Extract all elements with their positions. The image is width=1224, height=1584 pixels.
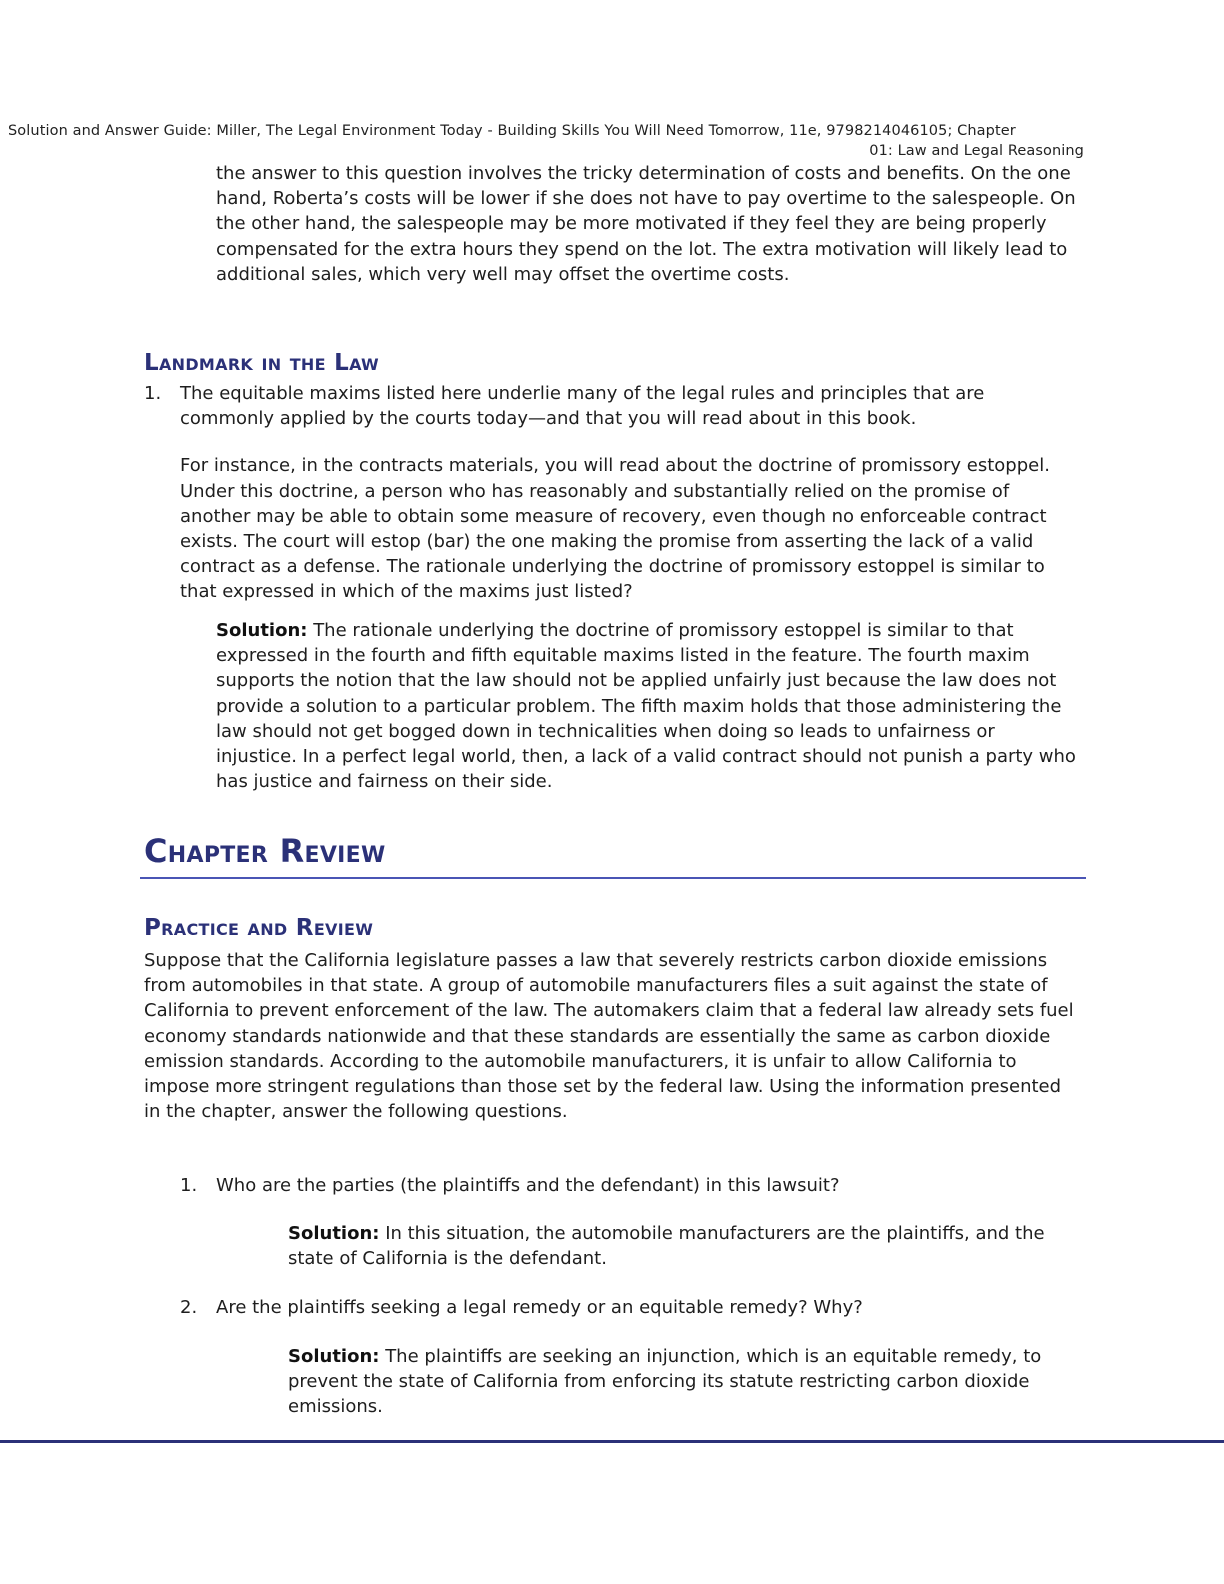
practice-item-2-solution-text: The plaintiffs are seeking an injunction, which is an equitable remedy, to prevent the state of California from enforcing its statute restricting carbon dioxide emissions.: [288, 1346, 1042, 1418]
practice-item-1-number: 1.: [180, 1175, 198, 1196]
practice-item-1-solution-text: In this situation, the automobile manufacturers are the plaintiffs, and the state of California is the defendant.: [288, 1223, 1045, 1270]
continuation-paragraph: the answer to this question involves the tricky determination of costs and benefits. On the one hand, Roberta’s costs will be lower if she does not have to pay overtime to the salespeople. On the other hand, the salespeople may be more motivated if they feel they are being properly compensated for the extra hours they spend on the lot. The extra motivation will likely lead to additional sales, which very well may offset the overtime costs.: [216, 163, 1076, 285]
chapter-review-rule: [140, 877, 1086, 879]
practice-item-1: [180, 1173, 1080, 1199]
practice-item-1-question: Who are the parties (the plaintiffs and the defendant) in this lawsuit?: [216, 1175, 840, 1196]
solution-label: Solution:: [288, 1346, 380, 1367]
footer-rule: [0, 1440, 1224, 1443]
running-header: [8, 121, 1084, 161]
running-header-line1: Solution and Answer Guide: Miller, The Legal Environment Today - Building Skills You Will Need Tomorrow, 11e, 9798214046105; Chapter: [8, 123, 1016, 139]
landmark-heading: Landmark in the Law: [144, 350, 380, 376]
practice-item-2-question: Are the plaintiffs seeking a legal remedy or an equitable remedy? Why?: [216, 1297, 863, 1318]
running-header-line2: 01: Law and Legal Reasoning: [869, 143, 1084, 159]
practice-item-2-number: 2.: [180, 1297, 198, 1318]
practice-heading: Practice and Review: [144, 915, 374, 941]
practice-item-2: [180, 1295, 1080, 1321]
chapter-review-heading: Chapter Review: [144, 832, 386, 870]
landmark-question-p2: For instance, in the contracts materials, you will read about the doctrine of promissory estoppel. Under this doctrine, a person who has reasonably and substantially relied on the promise of another may be able to obtain some measure of recovery, even though no enforceable contract exists. The court will estop (bar) the one making the promise from asserting the lack of a valid contract as a defense. The rationale underlying the doctrine of promissory estoppel is similar to that expressed in which of the maxims just listed?: [180, 455, 1050, 603]
practice-item-1-solution: [288, 1221, 1080, 1271]
landmark-item: [144, 381, 1080, 611]
solution-label: Solution:: [288, 1223, 380, 1244]
landmark-solution: [216, 618, 1080, 794]
landmark-question-p1: The equitable maxims listed here underlie many of the legal rules and principles that are commonly applied by the courts today—and that you will read about in this book.: [180, 383, 985, 430]
practice-item-2-solution: [288, 1344, 1080, 1420]
landmark-item-number: 1.: [144, 383, 162, 404]
practice-intro: Suppose that the California legislature passes a law that severely restricts carbon dioxide emissions from automobiles in that state. A group of automobile manufacturers files a suit against the state of California to prevent enforcement of the law. The automakers claim that a federal law already sets fuel economy standards nationwide and that these standards are essentially the same as carbon dioxide emission standards. According to the automobile manufacturers, it is unfair to allow California to impose more stringent regulations than those set by the federal law. Using the information presented in the chapter, answer the following questions.: [144, 950, 1074, 1123]
landmark-solution-text: The rationale underlying the doctrine of promissory estoppel is similar to that expressed in the fourth and fifth equitable maxims listed in the feature. The fourth maxim supports the notion that the law should not be applied unfairly just because the law does not provide a solution to a particular problem. The fifth maxim holds that those administering the law should not get bogged down in technicalities when doing so leads to unfairness or injustice. In a perfect legal world, then, a lack of a valid contract should not punish a party who has justice and fairness on their side.: [216, 620, 1076, 793]
solution-label: Solution:: [216, 620, 308, 641]
